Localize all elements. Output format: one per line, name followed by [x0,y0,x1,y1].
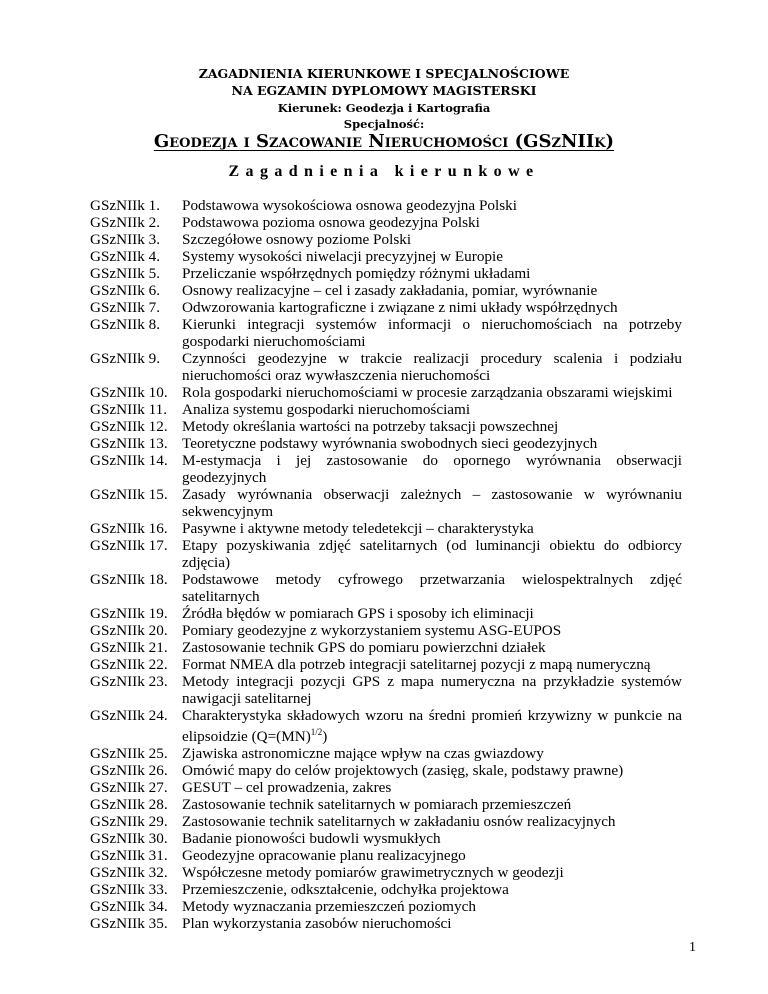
header-line-1: ZAGADNIENIA KIERUNKOWE I SPECJALNOŚCIOWE [198,66,570,81]
list-item [90,707,682,745]
item-text: Systemy wysokości niwelacji precyzyjnej w Europie [182,248,503,265]
list-item [90,622,682,639]
item-code: GSzNIIk 8. [90,316,161,333]
list-item [90,520,682,537]
item-text: Zasady wyrównania obserwacji zależnych – zastosowanie w wyrównaniu sekwencyjnym [182,486,682,520]
list-item [90,796,682,813]
item-code: GSzNIIk 3. [90,231,161,248]
item-text: Pomiary geodezyjne z wykorzystaniem systemu ASG-EUPOS [182,622,562,639]
item-code: GSzNIIk 35. [90,915,168,933]
list-item [90,830,682,847]
list-item [90,316,682,350]
list-item [90,537,682,571]
item-code: GSzNIIk 6. [90,282,161,299]
item-text-main: Charakterystyka składowych wzoru na średni promień krzywizny w punkcie na elipsoidzie (Q=(MN) [182,707,682,746]
item-text: Osnowy realizacyjne – cel i zasady zakładania, pomiar, wyrównanie [182,282,598,299]
item-code: GSzNIIk 18. [90,571,168,588]
item-code: GSzNIIk 24. [90,707,168,724]
list-item [90,813,682,830]
item-code: GSzNIIk 19. [90,605,168,622]
item-text: Zastosowanie technik satelitarnych w pomiarach przemieszczeń [182,796,572,814]
item-code: GSzNIIk 33. [90,881,168,899]
list-item [90,915,682,932]
item-text: Teoretyczne podstawy wyrównania swobodnych sieci geodezyjnych [182,435,598,452]
header-field: Kierunek: Geodezja i Kartografia [277,101,491,115]
item-text: Etapy pozyskiwania zdjęć satelitarnych (od luminancji obiektu do odbiorcy zdjęcia) [182,537,682,571]
item-text: Format NMEA dla potrzeb integracji satelitarnej pozycji z mapą numeryczną [182,656,651,673]
list-item [90,898,682,915]
list-item [90,418,682,435]
item-code: GSzNIIk 27. [90,779,168,797]
item-code: GSzNIIk 16. [90,520,168,537]
list-item [90,779,682,796]
list-item [90,673,682,707]
item-code: GSzNIIk 15. [90,486,168,503]
list-item [90,864,682,881]
item-text-tail: ) [322,728,328,746]
item-code: GSzNIIk 4. [90,248,161,265]
item-code: GSzNIIk 21. [90,639,168,656]
header-line-2: NA EGZAMIN DYPLOMOWY MAGISTERSKI [231,83,537,98]
list-item [90,745,682,762]
list-item [90,299,682,316]
item-text: Pasywne i aktywne metody teledetekcji – charakterystyka [182,520,534,537]
item-text: Geodezyjne opracowanie planu realizacyjnego [182,847,466,865]
item-code: GSzNIIk 11. [90,401,168,418]
item-code: GSzNIIk 23. [90,673,168,690]
list-item [90,847,682,864]
item-code: GSzNIIk 22. [90,656,168,673]
item-text: Czynności geodezyjne w trakcie realizacji procedury scalenia i podziału nieruchomości oraz wywłaszczenia nieruchomości [182,350,682,384]
item-code: GSzNIIk 10. [90,384,168,401]
item-code: GSzNIIk 17. [90,537,168,554]
item-text: Zjawiska astronomiczne mające wpływ na czas gwiazdowy [182,745,544,763]
item-text: Źródła błędów w pomiarach GPS i sposoby ich eliminacji [182,605,534,622]
item-text: GESUT – cel prowadzenia, zakres [182,779,392,797]
list-item [90,231,682,248]
item-code: GSzNIIk 25. [90,745,168,763]
specialization-title-text: Geodezja i Szacowanie Nieruchomości (GSzNIIk) [153,131,615,152]
header-specialization-label: Specjalność: [343,117,425,131]
page-number: 1 [689,940,696,955]
item-text: Metody integracji pozycji GPS z mapa numeryczna na przykładzie systemów nawigacji satelitarnej [182,673,682,707]
item-text-superscript: 1/2 [310,727,323,737]
item-text: Badanie pionowości budowli wysmukłych [182,830,441,848]
item-code: GSzNIIk 13. [90,435,168,452]
item-text: Analiza systemu gospodarki nieruchomościami [182,401,471,418]
list-item [90,605,682,622]
item-code: GSzNIIk 9. [90,350,161,367]
item-text: Współczesne metody pomiarów grawimetrycznych w geodezji [182,864,564,882]
item-code: GSzNIIk 28. [90,796,168,814]
item-code: GSzNIIk 2. [90,214,161,231]
item-code: GSzNIIk 5. [90,265,161,282]
list-item [90,435,682,452]
item-code: GSzNIIk 30. [90,830,168,848]
item-text: Przeliczanie współrzędnych pomiędzy różnymi układami [182,265,531,282]
section-title: Zagadnienia kierunkowe [228,163,540,180]
list-item [90,197,682,214]
list-item [90,265,682,282]
topic-list [90,197,682,932]
item-text: Podstawowe metody cyfrowego przetwarzania wielospektralnych zdjęć satelitarnych [182,571,682,605]
item-text: Zastosowanie technik GPS do pomiaru powierzchni działek [182,639,546,656]
item-text: Metody wyznaczania przemieszczeń poziomych [182,898,476,916]
list-item [90,656,682,673]
list-item [90,762,682,779]
item-text: Podstawowa wysokościowa osnowa geodezyjna Polski [182,197,517,214]
item-code: GSzNIIk 32. [90,864,168,882]
list-item [90,248,682,265]
item-code: GSzNIIk 14. [90,452,168,469]
list-item [90,384,682,401]
list-item [90,214,682,231]
item-text: Rola gospodarki nieruchomościami w procesie zarządzania obszarami wiejskimi [182,384,673,401]
item-text: Omówić mapy do celów projektowych (zasięg, skale, podstawy prawne) [182,762,624,780]
item-text: M-estymacja i jej zastosowanie do opornego wyrównania obserwacji geodezyjnych [182,452,682,486]
list-item [90,881,682,898]
item-code: GSzNIIk 34. [90,898,168,916]
item-code: GSzNIIk 7. [90,299,161,316]
item-text: Podstawowa pozioma osnowa geodezyjna Polski [182,214,480,231]
list-item [90,401,682,418]
item-text: Odwzorowania kartograficzne i związane z nimi układy współrzędnych [182,299,618,316]
list-item [90,452,682,486]
item-text [182,707,682,745]
item-text: Plan wykorzystania zasobów nieruchomości [182,915,452,933]
list-item [90,282,682,299]
item-code: GSzNIIk 31. [90,847,168,865]
item-code: GSzNIIk 1. [90,197,161,214]
specialization-title [0,131,768,152]
item-code: GSzNIIk 20. [90,622,168,639]
item-code: GSzNIIk 29. [90,813,168,831]
list-item [90,571,682,605]
list-item [90,486,682,520]
item-text: Przemieszczenie, odkształcenie, odchyłka projektowa [182,881,509,899]
item-text: Metody określania wartości na potrzeby taksacji powszechnej [182,418,559,435]
item-code: GSzNIIk 12. [90,418,168,435]
item-text: Kierunki integracji systemów informacji o nieruchomościach na potrzeby gospodarki nieruchomościami [182,316,682,350]
list-item [90,639,682,656]
item-text: Szczegółowe osnowy poziome Polski [182,231,412,248]
item-code: GSzNIIk 26. [90,762,168,780]
list-item [90,350,682,384]
item-text: Zastosowanie technik satelitarnych w zakładaniu osnów realizacyjnych [182,813,616,831]
